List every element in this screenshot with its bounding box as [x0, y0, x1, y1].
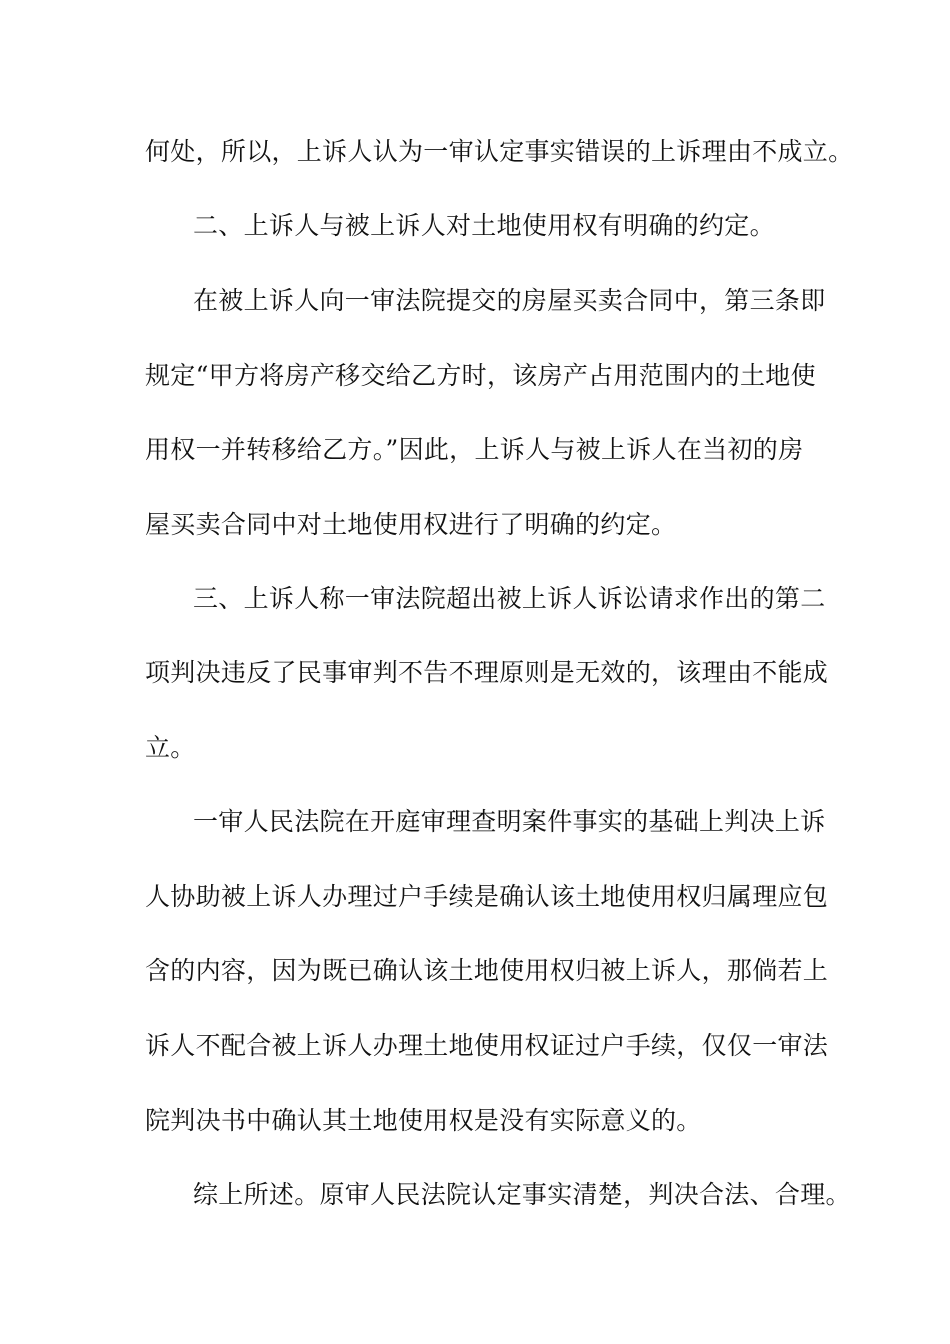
text-line-8: 项判决违反了民事审判不告不理原则是无效的，该理由不能成 — [145, 658, 829, 687]
text-line-3: 在被上诉人向一审法院提交的房屋买卖合同中，第三条即 — [193, 286, 826, 315]
text-line-4: 规定“甲方将房产移交给乙方时，该房产占用范围内的土地使 — [145, 361, 816, 390]
text-line-7: 三、上诉人称一审法院超出被上诉人诉讼请求作出的第二 — [193, 584, 826, 613]
text-line-13: 诉人不配合被上诉人办理土地使用权证过户手续，仅仅一审法 — [145, 1031, 829, 1060]
text-line-11: 人协助被上诉人办理过户手续是确认该土地使用权归属理应包 — [145, 882, 829, 911]
text-line-9: 立。 — [145, 733, 196, 762]
text-line-1: 何处，所以，上诉人认为一审认定事实错误的上诉理由不成立。 — [145, 137, 854, 166]
text-line-2: 二、上诉人与被上诉人对土地使用权有明确的约定。 — [193, 211, 775, 240]
text-line-5: 用权一并转移给乙方。”因此，上诉人与被上诉人在当初的房 — [145, 435, 804, 464]
text-line-12: 含的内容，因为既已确认该土地使用权归被上诉人，那倘若上 — [145, 956, 829, 985]
text-line-15: 综上所述。原审人民法院认定事实清楚，判决合法、合理。 — [193, 1180, 851, 1209]
text-line-10: 一审人民法院在开庭审理查明案件事实的基础上判决上诉 — [193, 807, 826, 836]
text-line-6: 屋买卖合同中对土地使用权进行了明确的约定。 — [145, 510, 677, 539]
text-line-14: 院判决书中确认其土地使用权是没有实际意义的。 — [145, 1106, 702, 1135]
